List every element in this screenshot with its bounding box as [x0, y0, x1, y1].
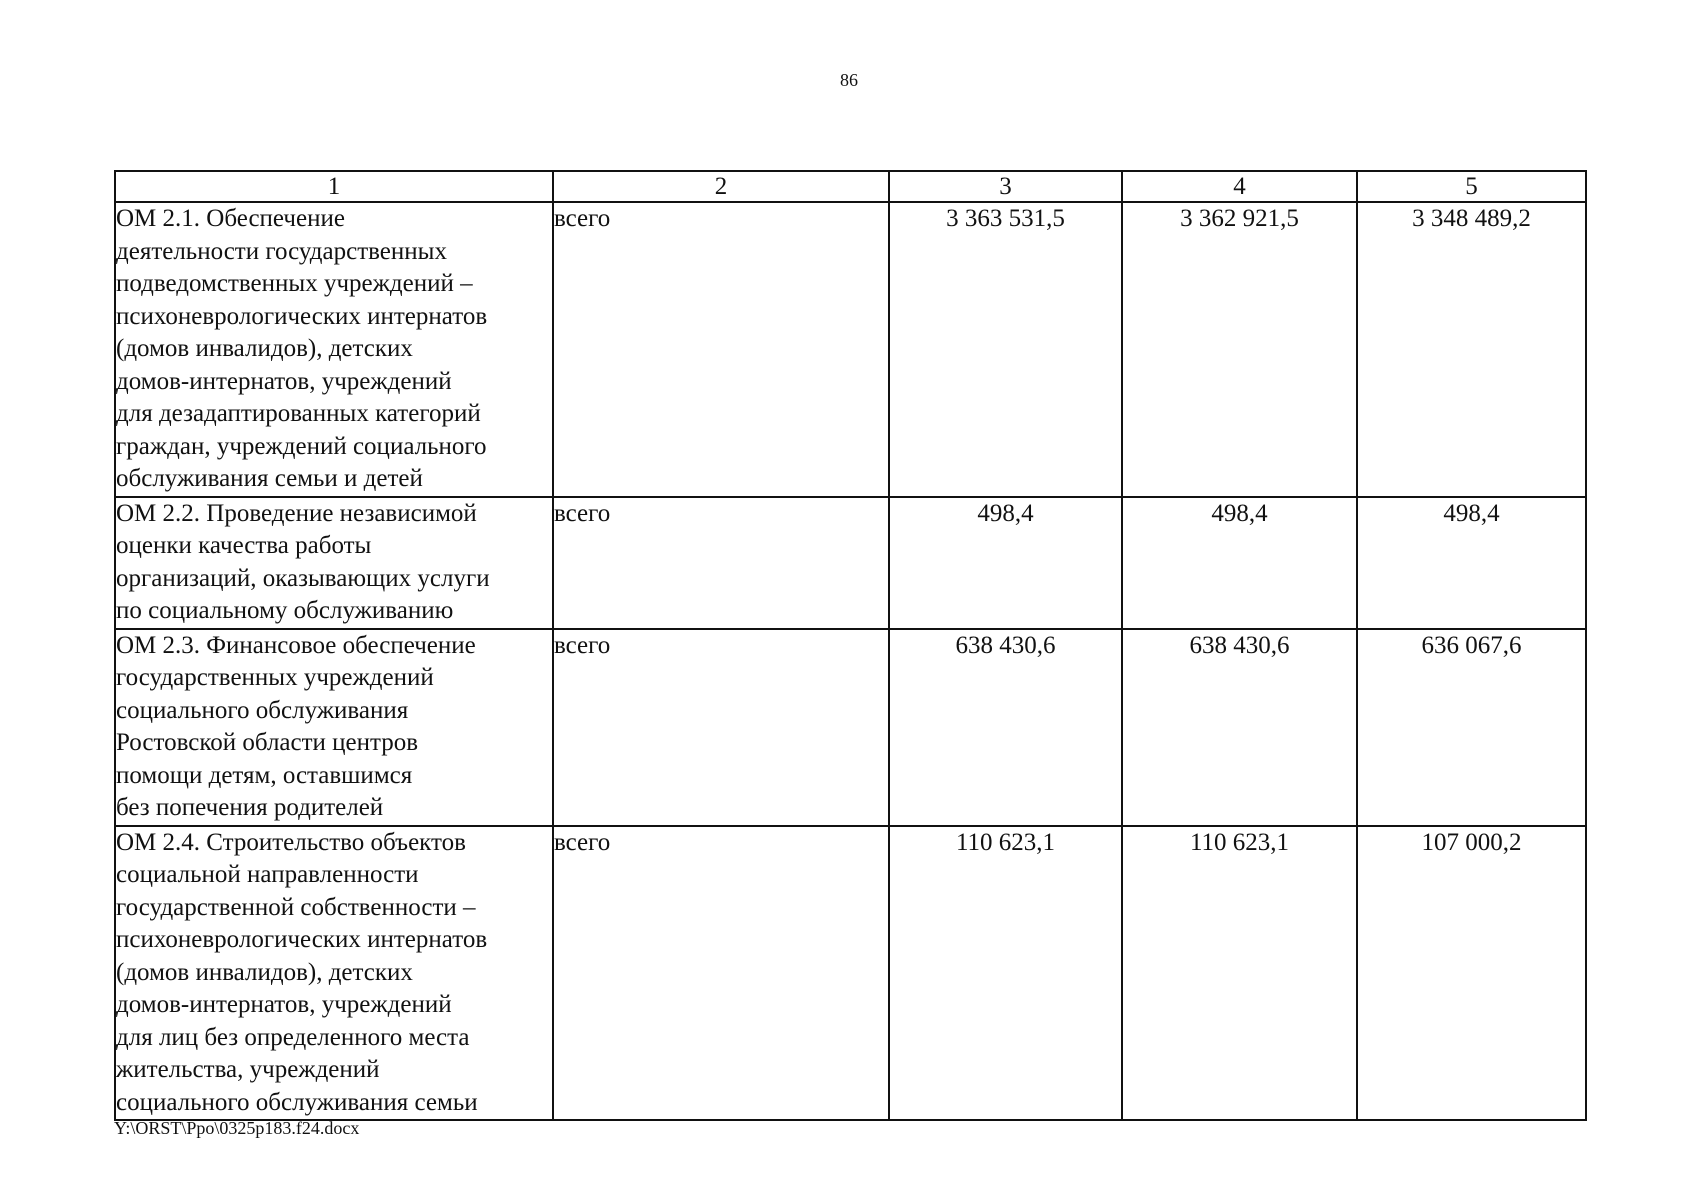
value-col4-cell: 3 362 921,5 [1122, 202, 1357, 497]
measure-name-line: государственной собственности – [116, 893, 476, 921]
measure-name-line: (домов инвалидов), детских [116, 958, 413, 986]
column-header-2: 2 [553, 171, 889, 202]
measure-name-line: ОМ 2.4. Строительство объектов [116, 828, 466, 856]
value-col5-cell: 107 000,2 [1357, 826, 1586, 1121]
measure-name-line: (домов инвалидов), детских [116, 335, 413, 362]
funding-type-cell: всего [553, 826, 889, 1121]
measure-name-line: жительства, учреждений [116, 1056, 380, 1083]
value-col3-cell: 498,4 [889, 497, 1122, 629]
table-row [115, 826, 1586, 1121]
table-row [115, 629, 1586, 826]
measure-name-line: психоневрологических интернатов [116, 926, 488, 953]
footer-file-path: Y:\ORST\Ppo\0325p183.f24.docx [114, 1118, 360, 1138]
measure-name-line: ОМ 2.3. Финансовое обеспечение [116, 631, 476, 659]
measure-name-line: помощи детям, оставшимся [116, 761, 413, 789]
value-col4-cell: 638 430,6 [1122, 629, 1357, 826]
measure-name-line: государственных учреждений [116, 664, 434, 691]
measure-name-line: домов-интернатов, учреждений [116, 367, 452, 395]
table-row [115, 497, 1586, 629]
measure-name-line: социального обслуживания семьи [116, 1088, 478, 1116]
measure-name-cell [115, 497, 553, 629]
funding-type-cell: всего [553, 629, 889, 826]
measure-name-line: психоневрологических интернатов [116, 302, 488, 330]
measure-name-line: организаций, оказывающих услуги [116, 564, 490, 592]
page-number: 86 [840, 70, 858, 90]
value-col4-cell: 498,4 [1122, 497, 1357, 629]
measure-name-line: ОМ 2.2. Проведение независимой [116, 499, 477, 527]
funding-type-cell: всего [553, 202, 889, 497]
measure-name-line: граждан, учреждений социального [116, 432, 487, 460]
value-col3-cell: 3 363 531,5 [889, 202, 1122, 497]
funding-type-cell: всего [553, 497, 889, 629]
measure-name-cell [115, 826, 553, 1121]
measure-name-line: обслуживания семьи и детей [116, 465, 423, 492]
table-row [115, 202, 1586, 497]
value-col5-cell: 636 067,6 [1357, 629, 1586, 826]
measure-name-line: без попечения родителей [116, 794, 384, 821]
measure-name-cell [115, 629, 553, 826]
measure-name-line: подведомственных учреждений – [116, 270, 473, 297]
measure-name-line: оценки качества работы [116, 532, 372, 559]
measure-name-line: для лиц без определенного места [116, 1023, 470, 1051]
measure-name-cell [115, 202, 553, 497]
value-col5-cell: 3 348 489,2 [1357, 202, 1586, 497]
measure-name-line: Ростовской области центров [116, 729, 419, 756]
table-header-row [115, 171, 1586, 202]
column-header-4: 4 [1122, 171, 1357, 202]
measure-name-line: социального обслуживания [116, 696, 409, 724]
value-col4-cell: 110 623,1 [1122, 826, 1357, 1121]
column-header-1: 1 [115, 171, 553, 202]
measure-name-line: домов-интернатов, учреждений [116, 991, 452, 1018]
measure-name-line: по социальному обслуживанию [116, 597, 454, 624]
column-header-3: 3 [889, 171, 1122, 202]
value-col3-cell: 638 430,6 [889, 629, 1122, 826]
budget-table [114, 170, 1587, 1121]
column-header-5: 5 [1357, 171, 1586, 202]
value-col3-cell: 110 623,1 [889, 826, 1122, 1121]
measure-name-line: ОМ 2.1. Обеспечение [116, 205, 345, 232]
measure-name-line: социальной направленности [116, 861, 419, 888]
value-col5-cell: 498,4 [1357, 497, 1586, 629]
measure-name-line: для дезадаптированных категорий [116, 400, 481, 427]
measure-name-line: деятельности государственных [116, 237, 447, 265]
